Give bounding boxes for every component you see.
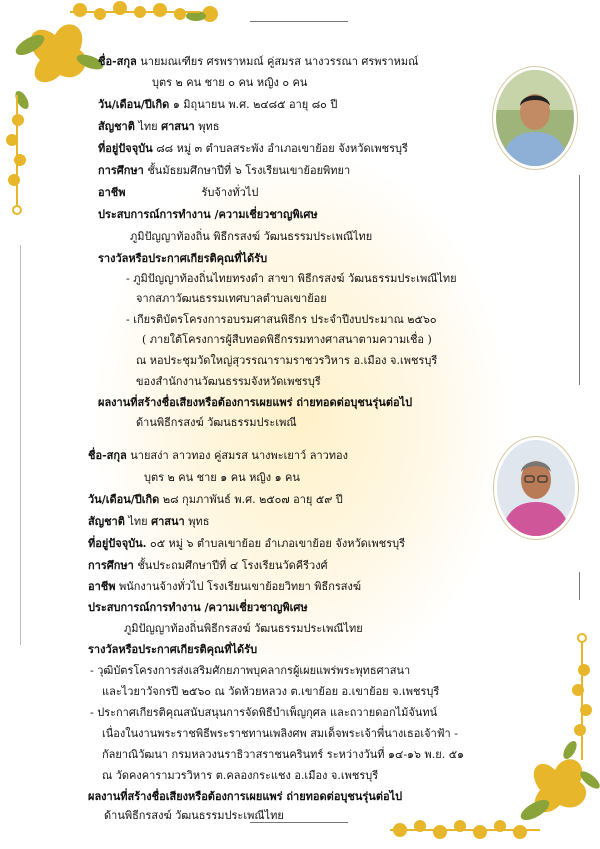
p1-award-line: - ภูมิปัญญาท้องถิ่นไทยทรงดำ สาขา พิธีกรสงฆ์ วัฒนธรรมประเพณีไทย [126, 272, 457, 285]
p2-dob-value: ๒๘ กุมภาพันธ์ พ.ศ. ๒๕๐๗ อายุ ๕๙ ปี [162, 493, 343, 506]
p2-awards-label: รางวัลหรือประกาศเกียรติคุณที่ได้รับ [88, 643, 258, 656]
p2-dob-label: วัน/เดือน/ปีเกิด [88, 493, 160, 506]
p2-name-label: ชื่อ-สกุล [88, 449, 127, 462]
p2-works-label: ผลงานที่สร้างชื่อเสียงหรือต้องการเผยแพร่ ถ่ายทอดต่อบุชนรุ่นต่อไป [88, 790, 403, 803]
p1-name-row [98, 55, 418, 69]
p1-award-line: ของสำนักงานวัฒนธรรมจังหวัดเพชรบุรี [136, 375, 321, 388]
p1-award-line: ( ภายใต้โครงการผู้สืบทอดพิธีกรรมทางศาสนาตามความเชื่อ ) [142, 333, 432, 346]
right-vertical-rule-lower [579, 572, 580, 600]
p2-address-row [88, 537, 405, 551]
p2-works-value: ด้านพิธีกรสงฆ์ วัฒนธรรมประเพณีไทย [104, 809, 284, 822]
portrait-photo [497, 440, 575, 536]
p1-works-value: ด้านพิธีกรสงฆ์ วัฒนธรรมประเพณี [136, 416, 297, 429]
p2-address-label: ที่อยู่ปัจจุบัน. [88, 537, 147, 550]
p1-address-value: ๘๘ หมู่ ๓ ตำบลสระพัง อำเภอเขาย้อย จังหวัดเพชรบุรี [156, 142, 408, 155]
p2-award-line: - ประกาศเกียรติคุณสนับสนุนการจัดพิธีบำเพ็ญกุศล และถวายดอกไม้จันทน์ [90, 706, 438, 719]
p2-award-line: เนื่องในงานพระราชพิธีพระราชทานเพลิงศพ สมเด็จพระเจ้าพี่นางเธอเจ้าฟ้า - [102, 727, 458, 740]
p2-nationality-label: สัญชาติ [88, 515, 125, 528]
p2-address-value: ๐๕ หมู่ ๖ ตำบลเขาย้อย อำเภอเขาย้อย จังหวัดเพชรบุรี [150, 537, 406, 550]
p2-occupation-label: อาชีพ [88, 580, 116, 593]
p1-experience-value: ภูมิปัญญาท้องถิ่น พิธีกรสงฆ์ วัฒนธรรมประเพณีไทย [130, 230, 373, 243]
p1-award-line: จากสภาวัฒนธรรมเทศบาลตำบลเขาย้อย [136, 292, 327, 305]
p1-dob-value: ๑ มิถุนายน พ.ศ. ๒๔๘๕ อายุ ๘๐ ปี [172, 98, 338, 111]
p1-nationality-label: สัญชาติ [98, 120, 135, 133]
p2-religion-label: ศาสนา [151, 515, 185, 528]
p1-name-value: นายมณเฑียร ศรพราหมณ์ คู่สมรส นางวรรณา ศรพราหมณ์ [140, 55, 419, 68]
p1-occupation-row [98, 186, 258, 200]
p2-occupation-row [88, 580, 361, 594]
p1-dob-label: วัน/เดือน/ปีเกิด [98, 98, 170, 111]
p2-name-row [88, 449, 348, 463]
p2-religion-value: พุทธ [188, 515, 210, 528]
p1-religion-value: พุทธ [198, 120, 220, 133]
p1-occupation-value: รับจ้างทั่วไป [201, 186, 259, 199]
p1-name-label: ชื่อ-สกุล [98, 55, 137, 68]
p2-award-line: กัลยาณิวัฒนา กรมหลวงนราธิวาสราชนครินทร์ ระหว่างวันที่ ๑๔-๑๖ พ.ย. ๕๑ [102, 748, 465, 761]
p2-dob-row [88, 493, 343, 507]
p1-education-label: การศึกษา [98, 164, 144, 177]
left-vertical-rule [20, 245, 21, 645]
p1-children: บุตร ๒ คน ชาย ๐ คน หญิง ๐ คน [152, 76, 308, 89]
p2-nationality-value: ไทย [128, 515, 148, 528]
p2-occupation-value: พนักงานจ้างทั่วไป โรงเรียนเขาย้อยวิทยา พิธีกรสงฆ์ [119, 580, 362, 593]
top-divider [250, 21, 348, 22]
p2-experience-label: ประสบการณ์การทำงาน /ความเชี่ยวชาญพิเศษ [88, 601, 308, 614]
p2-name-value: นายสง่า ลาวทอง คู่สมรส นางพะเยาว์ ลาวทอง [130, 449, 349, 462]
p1-nationality-value: ไทย [138, 120, 158, 133]
p1-occupation-label: อาชีพ [98, 186, 126, 199]
p1-award-line: ณ หอประชุมวัดใหญ่สุวรรณารามราชวรวิหาร อ.เมือง จ.เพชรบุรี [136, 354, 438, 367]
p2-education-row [88, 559, 328, 573]
right-vertical-rule [579, 175, 580, 385]
p2-award-line: และไวยาวัจกรปี ๒๕๖๐ ณ วัดห้วยหลวง ต.เขาย้อย อ.เขาย้อย จ.เพชรบุรี [102, 685, 440, 698]
p1-awards-label: รางวัลหรือประกาศเกียรติคุณที่ได้รับ [98, 252, 268, 265]
p1-award-line: - เกียรติบัตรโครงการอบรมศาสนพิธีกร ประจำปีงบประมาณ ๒๕๖๐ [126, 313, 437, 326]
p2-award-line: - วุฒิบัตรโครงการส่งเสริมศักยภาพบุคลากรผู้เผยแพร่พระพุทธศาสนา [90, 664, 411, 677]
p1-works-label: ผลงานที่สร้างชื่อเสียงหรือต้องการเผยแพร่ ถ่ายทอดต่อบุชนรุ่นต่อไป [98, 396, 413, 409]
p2-experience-value: ภูมิปัญญาท้องถิ่นพิธีกรสงฆ์ วัฒนธรรมประเพณีไทย [124, 622, 363, 635]
p1-education-value: ชั้นมัธยมศึกษาปีที่ ๖ โรงเรียนเขาย้อยพิทยา [147, 164, 351, 177]
p1-address-row [98, 142, 408, 156]
p2-nationality-row [88, 515, 209, 529]
p1-nationality-row [98, 120, 219, 134]
p2-education-label: การศึกษา [88, 559, 134, 572]
p1-dob-row [98, 98, 337, 112]
p2-award-line: ณ วัดคงคารามวรวิหาร ต.คลองกระแชง อ.เมือง จ.เพชรบุรี [102, 769, 379, 782]
p2-education-value: ชั้นประถมศึกษาปีที่ ๔ โรงเรียนวัดคีรีวงศ์ [137, 559, 328, 572]
p2-children: บุตร ๒ คน ชาย ๑ คน หญิง ๑ คน [144, 471, 300, 484]
p1-education-row [98, 164, 350, 178]
p1-experience-label: ประสบการณ์การทำงาน /ความเชี่ยวชาญพิเศษ [98, 208, 318, 221]
p1-religion-label: ศาสนา [161, 120, 195, 133]
p1-address-label: ที่อยู่ปัจจุบัน [98, 142, 153, 155]
portrait-photo [496, 70, 574, 166]
